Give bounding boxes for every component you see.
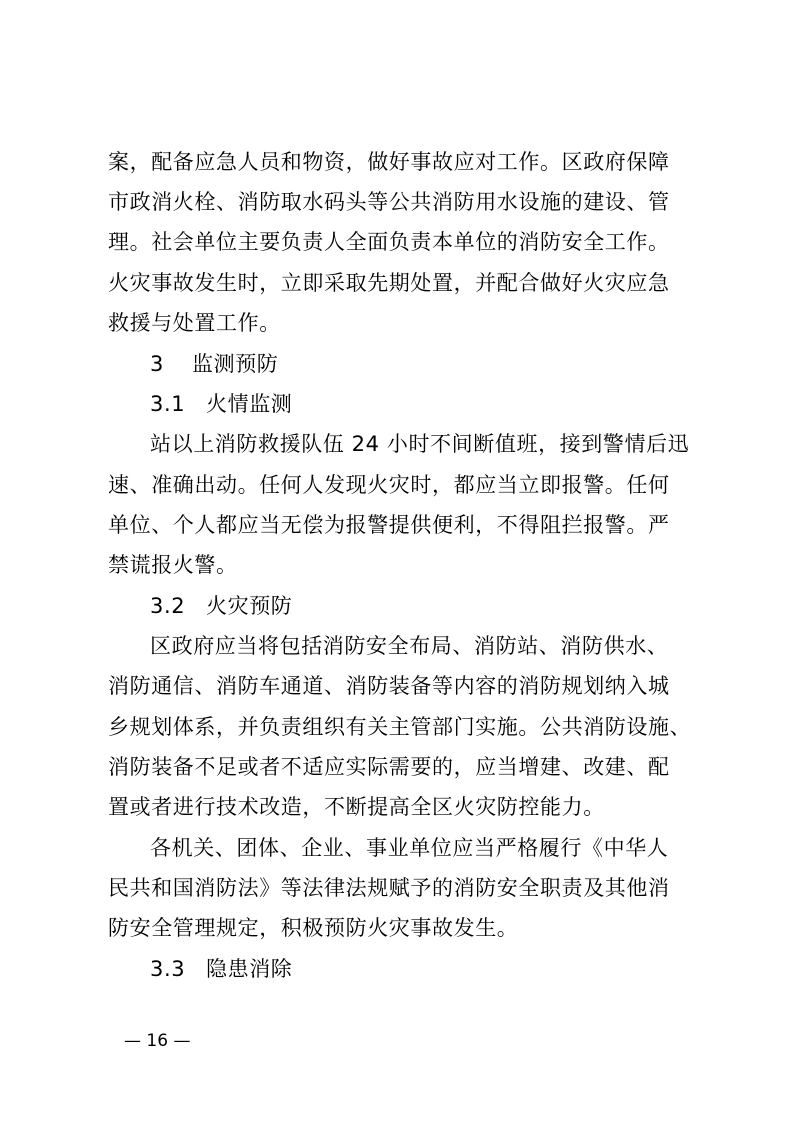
paragraph-line: 民共和国消防法》等法律法规赋予的消防安全职责及其他消: [108, 876, 670, 900]
section-number: 3: [150, 352, 164, 376]
paragraph-line: 市政消火栓、消防取水码头等公共消防用水设施的建设、管: [108, 190, 670, 214]
paragraph-line: 各机关、团体、企业、事业单位应当严格履行《中华人: [150, 836, 669, 860]
paragraph-line: 单位、个人都应当无偿为报警提供便利，不得阻拦报警。严: [108, 513, 670, 537]
paragraph-line: 禁谎报火警。: [108, 553, 238, 577]
paragraph-line: 火灾事故发生时，立即采取先期处置，并配合做好火灾应急: [108, 271, 670, 295]
section-heading-3-1: [150, 392, 750, 416]
paragraph-line: 置或者进行技术改造，不断提高全区火灾防控能力。: [108, 795, 605, 819]
section-number: 3.1: [150, 392, 186, 416]
section-heading-3-3: [150, 957, 750, 981]
section-number: 3.2: [150, 594, 186, 618]
paragraph-line: 消防通信、消防车通道、消防装备等内容的消防规划纳入城: [108, 674, 670, 698]
section-number: 3.3: [150, 957, 186, 981]
section-title: 监测预防: [192, 352, 279, 376]
section-title: 火情监测: [206, 392, 293, 416]
paragraph-line: 防安全管理规定，积极预防火灾事故发生。: [108, 916, 519, 940]
section-heading-3-2: [150, 594, 750, 618]
section-heading-3: [150, 352, 750, 376]
paragraph-line: 消防装备不足或者不适应实际需要的，应当增建、改建、配: [108, 755, 670, 779]
paragraph-line: 乡规划体系，并负责组织有关主管部门实施。公共消防设施、: [108, 715, 692, 739]
paragraph-line: 理。社会单位主要负责人全面负责本单位的消防安全工作。: [108, 230, 670, 254]
paragraph-line: 速、准确出动。任何人发现火灾时，都应当立即报警。任何: [108, 473, 670, 497]
paragraph-line: 救援与处置工作。: [108, 311, 281, 335]
paragraph-line: 区政府应当将包括消防安全布局、消防站、消防供水、: [150, 634, 669, 658]
section-title: 火灾预防: [206, 594, 293, 618]
section-title: 隐患消除: [206, 957, 293, 981]
paragraph-line: 案，配备应急人员和物资，做好事故应对工作。区政府保障: [108, 150, 670, 174]
paragraph-line: 站以上消防救援队伍 24 小时不间断值班，接到警情后迅: [150, 432, 690, 456]
page-number: — 16 —: [124, 1031, 191, 1051]
